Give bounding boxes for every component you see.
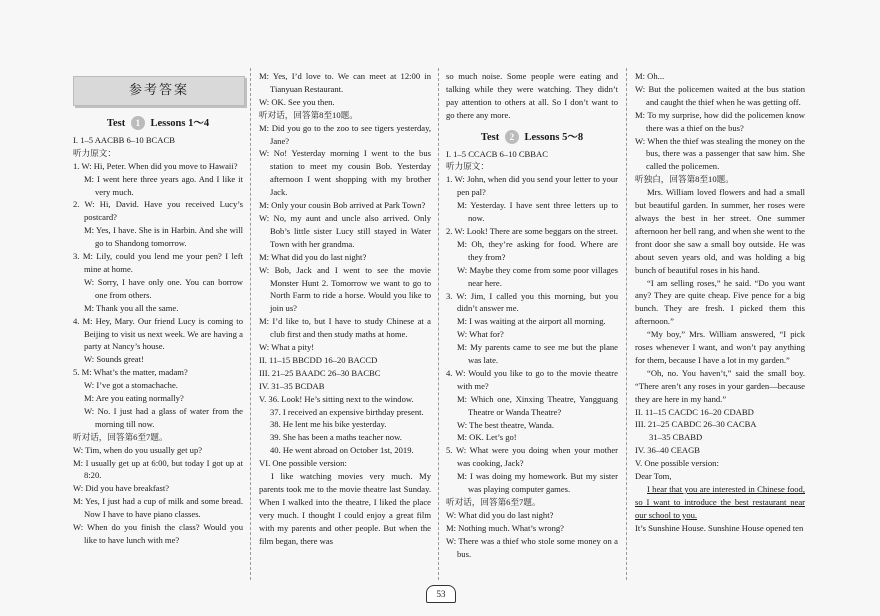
dialogue-line: W: When do you finish the class? Would you like to have lunch with me? xyxy=(73,522,243,545)
column-3 xyxy=(446,70,618,561)
answer-line: IV. 31–35 BCDAB xyxy=(259,380,325,391)
dialogue-line: 3. W: Jim, I called you this morning, but you didn’t answer me. xyxy=(446,290,618,314)
dialogue-line: W: Sorry, I have only one. You can borrow one from others. xyxy=(84,276,243,300)
dialogue-line: M: Did you go to the zoo to see tigers yesterday, Jane? xyxy=(259,122,431,146)
letter-salutation: Dear Tom, xyxy=(635,471,672,482)
test-number-badge: 2 xyxy=(505,130,519,144)
section-note: 听对话，回答第6至7题。 xyxy=(446,497,541,507)
dialogue-line: M: Only your cousin Bob arrived at Park Town? xyxy=(259,200,426,211)
dialogue-line: W: The best theatre, Wanda. xyxy=(457,419,554,430)
story-paragraph: “Oh, no. You haven’t,” said the small boy. “There aren’t any roses in your garden—because they are here in my hand.” xyxy=(635,367,805,404)
dialogue-line: M: Yesterday. I have sent three letters up to now. xyxy=(457,200,618,224)
dialogue-line: M: I was doing my homework. But my sister was playing computer games. xyxy=(457,471,618,495)
section-note: 听力原文： xyxy=(446,161,489,172)
dialogue-line: M: Oh, they’re asking for food. Where are they from? xyxy=(457,238,618,262)
dialogue-line: W: No, my aunt and uncle also arrived. Only Bob’s little sister Lucy still stayed in Water Town with her grandma. xyxy=(259,212,431,249)
dialogue-line: M: Thank you all the same. xyxy=(84,302,179,313)
dialogue-line: M: To my surprise, how did the policemen know there was a thief on the bus? xyxy=(635,109,805,133)
story-paragraph: Mrs. William loved flowers and had a small but beautiful garden. In summer, her roses were always the best in her street. One summer afternoon her bell rang, and when she went to the front door she saw a small boy outside. He was about seven years old, and was holding a big bunch of beautiful roses in his hand. xyxy=(635,187,805,275)
dialogue-line: M: My parents came to see me but the plane was late. xyxy=(457,342,618,366)
dialogue-line: M: I went here three years ago. And I like it very much. xyxy=(84,173,243,197)
answer-line: I. 1–5 AACBB 6–10 BCACB xyxy=(73,134,175,145)
writing-paragraph: I like watching movies very much. My parents took me to the movie theatre last Sunday. When I walked into the theatre, I liked the place very much. I thought I could enjoy a great film with my parents and other people. But when the film began, there was xyxy=(259,471,431,546)
dialogue-line: M: OK. Let’s go! xyxy=(457,432,517,443)
section-note: 听力原文： xyxy=(73,147,116,158)
column-4 xyxy=(635,70,805,535)
letter-paragraph: I hear that you are interested in Chinese food, so I want to introduce the best restaurant near our school to you. xyxy=(635,484,805,520)
dialogue-line: 4. W: Would you like to go to the movie theatre with me? xyxy=(446,367,618,391)
section-note: 听对话，回答第6至7题。 xyxy=(73,431,168,442)
dialogue-line: M: I was waiting at the airport all morning. xyxy=(457,316,606,327)
dialogue-line: W: When the thief was stealing the money on the bus, there was a passenger that saw him. She called the policemen. xyxy=(635,135,805,172)
answer-line: IV. 36–40 CEAGB xyxy=(635,445,701,456)
answer-line: III. 21–25 CABDC 26–30 CACBA xyxy=(635,419,757,430)
dialogue-line: M: Nothing much. What’s wrong? xyxy=(446,522,564,533)
test-1-heading xyxy=(73,116,243,131)
dialogue-line: W: No. I just had a glass of water from the morning till now. xyxy=(84,405,243,429)
dialogue-line: W: But the policemen waited at the bus station and caught the thief when he was getting off. xyxy=(635,83,805,107)
page-number: 53 xyxy=(426,585,456,603)
dialogue-line: W: Sounds great! xyxy=(84,354,144,365)
section-note: 听对话，回答第8至10题。 xyxy=(259,109,358,120)
dialogue-line: W: There was a thief who stole some money on a bus. xyxy=(446,535,618,559)
dialogue-line: W: OK. See you then. xyxy=(259,96,335,107)
dialogue-line: W: What for? xyxy=(457,329,504,340)
answer-line: 37. I received an expensive birthday present. xyxy=(270,406,424,417)
dialogue-line: W: Tim, when do you usually get up? xyxy=(73,444,203,455)
answer-line: 31–35 CBABD xyxy=(649,432,703,443)
section-note: 听独白，回答第8至10题。 xyxy=(635,174,734,185)
test-label: Test xyxy=(106,118,126,129)
dialogue-line: 5. W: What were you doing when your mother was cooking, Jack? xyxy=(446,445,618,469)
dialogue-line: W: No! Yesterday morning I went to the bus station to meet my cousin Bob. Yesterday afternoon I went shopping with my brother Jack. xyxy=(259,148,431,198)
dialogue-line: W: What did you do last night? xyxy=(446,509,554,520)
column-1 xyxy=(73,70,243,547)
writing-heading: V. One possible version: xyxy=(635,458,719,469)
answer-line: I. 1–5 CCACB 6–10 CBBAC xyxy=(446,148,548,159)
dialogue-line: 2. W: Look! There are some beggars on the street. xyxy=(446,225,618,236)
lessons-label: Lessons 5～8 xyxy=(524,131,584,143)
dialogue-line: M: Oh... xyxy=(635,71,665,81)
dialogue-line: 4. M: Hey, Mary. Our friend Lucy is coming to Beijing to visit us next week. We are having a party at Nancy’s house. xyxy=(73,315,243,352)
answer-line: II. 11–15 CACDC 16–20 CDABD xyxy=(635,406,754,417)
dialogue-line: M: Yes, I have. She is in Harbin. And she will go to Shandong tomorrow. xyxy=(84,225,243,249)
dialogue-line: 1. W: John, when did you send your letter to your pen pal? xyxy=(446,174,618,198)
lessons-label: Lessons 1～4 xyxy=(150,118,210,129)
answer-key-title: 参考答案 xyxy=(73,76,245,106)
answer-line: 39. She has been a maths teacher now. xyxy=(270,432,402,443)
column-2 xyxy=(259,70,431,548)
dialogue-line: W: What a pity! xyxy=(259,342,315,353)
dialogue-line: M: Yes, I’d love to. We can meet at 12:00 in Tianyuan Restaurant. xyxy=(259,71,431,94)
dialogue-line: W: Bob, Jack and I went to see the movie Monster Hunt 2. Tomorrow we want to go to North Farm to ride a horse. Would you like to join us? xyxy=(259,264,431,314)
story-paragraph: “My boy,” Mrs. William answered, “I pick roses whenever I want, and won’t pay anything for them, because I have a lot in my garden.” xyxy=(635,329,805,365)
answer-line: V. 36. Look! He’s sitting next to the window. xyxy=(259,393,414,404)
dialogue-line: M: Are you eating normally? xyxy=(84,393,184,404)
dialogue-line: M: I usually get up at 6:00, but today I got up at 8:20. xyxy=(73,457,243,481)
letter-paragraph: It’s Sunshine House. Sunshine House opened ten xyxy=(635,522,804,533)
column-divider xyxy=(438,68,439,580)
dialogue-line: 5. M: What’s the matter, madam? xyxy=(73,367,188,378)
column-divider xyxy=(250,68,251,580)
dialogue-line: W: Maybe they come from some poor villages near here. xyxy=(457,264,618,288)
test-number-badge: 1 xyxy=(131,116,145,130)
writing-paragraph: so much noise. Some people were eating and talking while they were watching. They didn’t pay attention to others at all. So I don’t want to go there any more. xyxy=(446,71,618,120)
test-2-heading xyxy=(446,130,618,145)
writing-heading: VI. One possible version: xyxy=(259,458,347,469)
dialogue-line: M: Yes, I just had a cup of milk and some bread. Now I have to have piano classes. xyxy=(73,496,243,520)
dialogue-line: M: Which one, Xinxing Theatre, Yangguang Theatre or Wanda Theatre? xyxy=(457,393,618,417)
dialogue-line: W: Did you have breakfast? xyxy=(73,483,170,494)
answer-line: II. 11–15 BBCDD 16–20 BACCD xyxy=(259,354,378,365)
answer-line: III. 21–25 BAADC 26–30 BACBC xyxy=(259,367,381,378)
dialogue-line: M: What did you do last night? xyxy=(259,251,367,262)
dialogue-line: M: I’d like to, but I have to study Chinese at a club first and then study maths at home. xyxy=(259,316,431,340)
column-divider xyxy=(626,68,627,580)
answer-line: 40. He went abroad on October 1st, 2019. xyxy=(270,445,414,456)
answer-line: 38. He lent me his bike yesterday. xyxy=(270,419,387,430)
story-paragraph: “I am selling roses,” he said. “Do you want any? They are quite cheap. Five pence for a big bunch. They are fresh. I picked them this afternoon.” xyxy=(635,277,805,327)
dialogue-line: 2. W: Hi, David. Have you received Lucy’s postcard? xyxy=(73,199,243,223)
dialogue-line: 3. M: Lily, could you lend me your pen? I left mine at home. xyxy=(73,251,243,274)
dialogue-line: 1. W: Hi, Peter. When did you move to Hawaii? xyxy=(73,160,238,171)
dialogue-line: W: I’ve got a stomachache. xyxy=(84,380,178,391)
test-label: Test xyxy=(480,131,500,143)
